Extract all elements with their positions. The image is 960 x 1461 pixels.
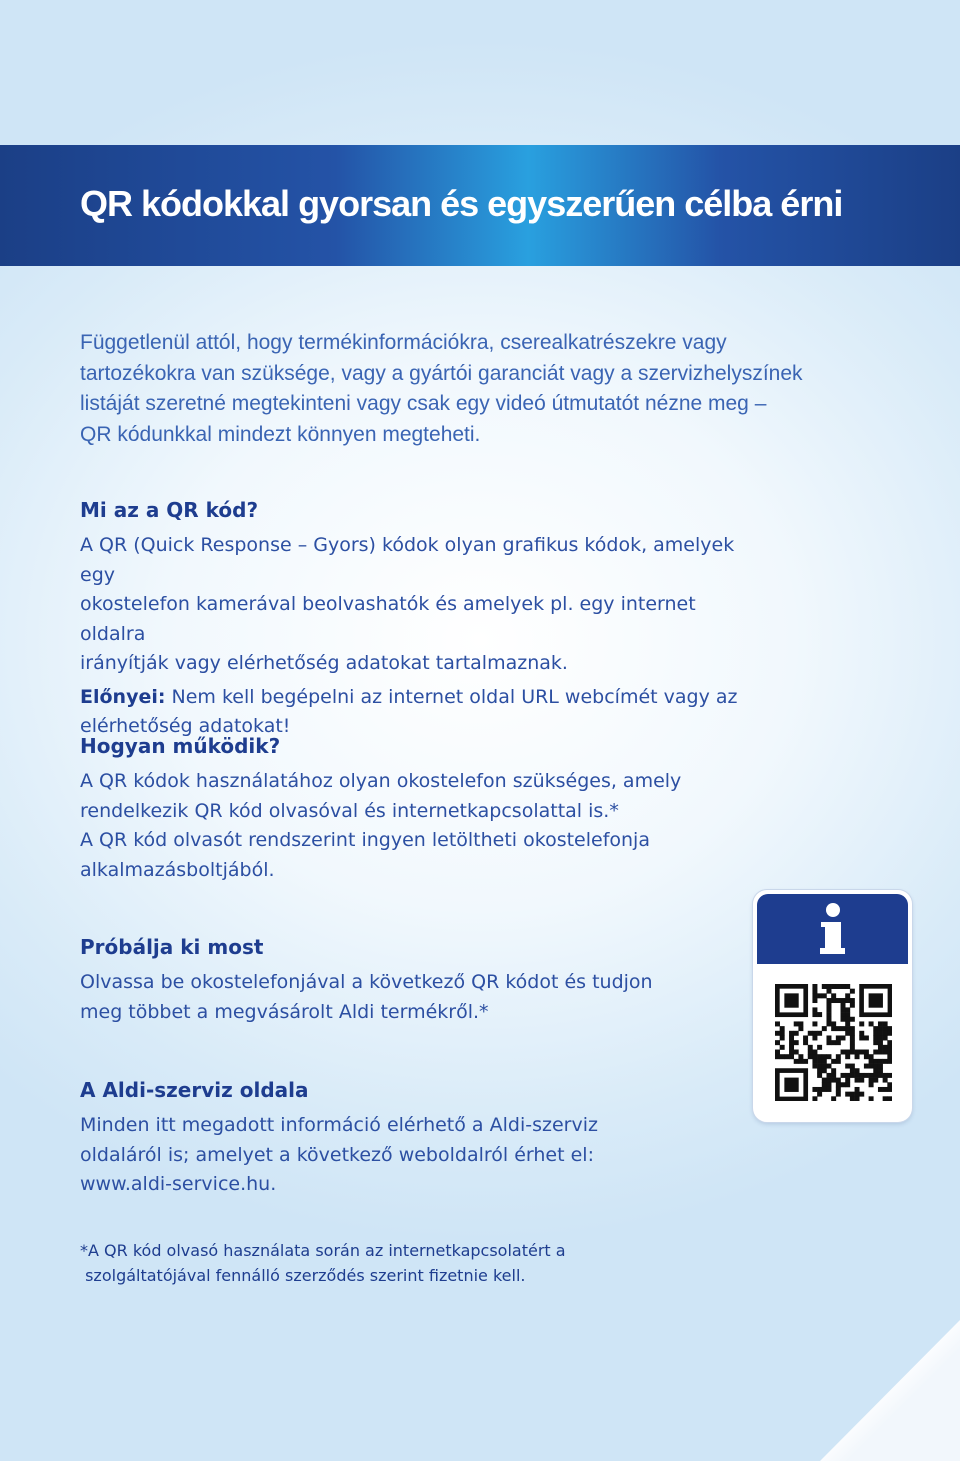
section-what-is-qr	[80, 497, 760, 742]
body-line: Nem kell begépelni az internet oldal URL webcímét vagy az	[165, 685, 738, 708]
section-body	[80, 968, 760, 1027]
body-line: A QR kódok használatához olyan okostelefon szükséges, amely	[80, 770, 682, 792]
body-line: elérhetőség adatokat!	[80, 715, 291, 737]
section-heading: Hogyan működik?	[80, 734, 281, 758]
body-line: irányítják vagy elérhetőség adatokat tartalmaznak.	[80, 652, 568, 674]
section-service-page	[80, 1077, 760, 1200]
info-icon	[817, 902, 847, 958]
section-body	[80, 1111, 760, 1200]
footnote-line: szolgáltatójával fennálló szerződés szerint fizetnie kell.	[85, 1266, 526, 1285]
service-url[interactable]: www.aldi-service.hu.	[80, 1173, 277, 1195]
section-body	[80, 767, 760, 885]
footnote-line: *A QR kód olvasó használata során az internetkapcsolatért a	[80, 1241, 566, 1260]
footnote	[80, 1238, 680, 1288]
body-line: A QR (Quick Response – Gyors) kódok olyan grafikus kódok, amelyek egy	[80, 534, 735, 586]
body-line: A QR kód olvasót rendszerint ingyen letöltheti okostelefonja	[80, 829, 650, 851]
info-header	[757, 894, 908, 964]
body-line: okostelefon kamerával beolvashatók és amelyek pl. egy internet oldalra	[80, 593, 696, 645]
section-body	[80, 531, 760, 679]
body-line: oldaláról is; amelyet a következő weboldalról érhet el:	[80, 1143, 594, 1166]
page-curl	[820, 1320, 960, 1461]
intro-line: tartozékokra van szüksége, vagy a gyártói garanciát vagy a szervizhelyszínek	[80, 361, 803, 385]
section-how-it-works	[80, 733, 760, 885]
intro-line: QR kódunkkal mindezt könnyen megteheti.	[80, 422, 481, 446]
body-line: Olvassa be okostelefonjával a következő QR kódot és tudjon	[80, 971, 653, 993]
section-try-now	[80, 934, 760, 1027]
section-heading: Mi az a QR kód?	[80, 498, 259, 522]
qr-info-card	[753, 890, 912, 1122]
body-line: meg többet a megvásárolt Aldi termékről.*	[80, 1000, 489, 1023]
intro-line: Függetlenül attól, hogy termékinformációkra, cserealkatrészekre vagy	[80, 331, 727, 354]
benefits-label: Előnyei:	[80, 685, 166, 708]
section-heading: A Aldi-szerviz oldala	[80, 1078, 309, 1102]
intro-line: listáját szeretné megtekinteni vagy csak egy videó útmutatót nézne meg –	[80, 392, 767, 415]
page-title: QR kódokkal gyorsan és egyszerűen célba érni	[80, 183, 843, 224]
body-line: Minden itt megadott információ elérhető a Aldi-szerviz	[80, 1114, 598, 1136]
intro-paragraph	[80, 328, 880, 450]
body-line: rendelkezik QR kód olvasóval és internetkapcsolattal is.*	[80, 799, 619, 822]
qr-code-icon[interactable]	[775, 984, 892, 1101]
section-heading: Próbálja ki most	[80, 935, 264, 959]
title-banner	[0, 145, 960, 266]
body-line: alkalmazásboltjából.	[80, 858, 275, 881]
